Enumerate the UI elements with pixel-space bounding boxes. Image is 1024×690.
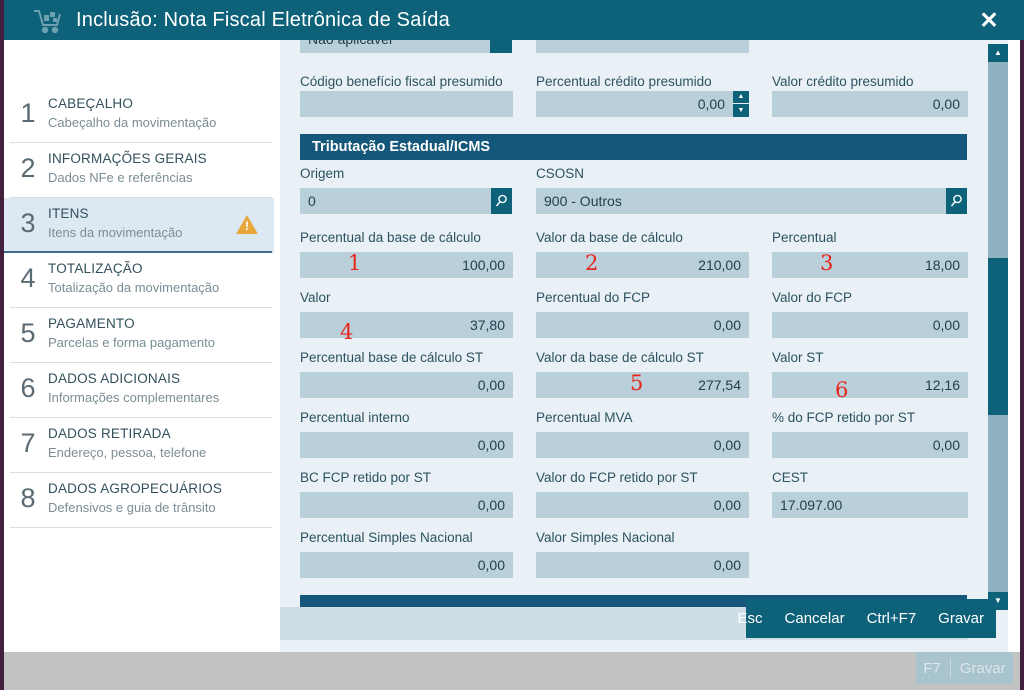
save-button[interactable]: Gravar <box>938 610 984 627</box>
percentual-credito-field[interactable]: 0,00 <box>536 91 733 117</box>
step-number: 1 <box>20 98 36 128</box>
percentual-simples-label: Percentual Simples Nacional <box>300 530 473 545</box>
valor-fcp-retido-field[interactable]: 0,00 <box>536 492 749 518</box>
annotation-2: 2 <box>585 251 599 275</box>
percentual-fcp-field[interactable]: 0,00 <box>536 312 749 338</box>
step-title: DADOS ADICIONAIS <box>48 371 181 386</box>
step-subtitle: Endereço, pessoa, telefone <box>48 445 207 460</box>
step-number: 2 <box>20 153 36 183</box>
annotation-1: 1 <box>348 251 362 275</box>
codigo-beneficio-field[interactable] <box>300 91 513 117</box>
valor-credito-label: Valor crédito presumido <box>772 74 914 89</box>
step-number: 5 <box>20 318 36 348</box>
step-subtitle: Dados NFe e referências <box>48 170 193 185</box>
csosn-search-icon[interactable] <box>946 188 967 214</box>
warning-icon: ! <box>236 215 258 234</box>
percentual-base-st-field[interactable]: 0,00 <box>300 372 513 398</box>
origem-label: Origem <box>300 166 345 181</box>
valor-label: Valor <box>300 290 331 305</box>
spinner-down-icon[interactable]: ▼ <box>733 104 749 117</box>
cancel-button[interactable]: Cancelar <box>784 610 845 627</box>
percentual-credito-label: Percentual crédito presumido <box>536 74 712 89</box>
percentual-base-st-label: Percentual base de cálculo ST <box>300 350 484 365</box>
step-title: PAGAMENTO <box>48 316 135 331</box>
bc-fcp-retido-field[interactable]: 0,00 <box>300 492 513 518</box>
percentual-fcp-label: Percentual do FCP <box>536 290 651 305</box>
step-subtitle: Defensivos e guia de trânsito <box>48 500 216 515</box>
valor-fcp-label: Valor do FCP <box>772 290 853 305</box>
step-number: 8 <box>20 483 36 513</box>
valor-credito-field[interactable]: 0,00 <box>772 91 968 117</box>
valor-base-st-label: Valor da base de cálculo ST <box>536 350 704 365</box>
valor-fcp-field[interactable]: 0,00 <box>772 312 968 338</box>
codigo-beneficio-label: Código benefício fiscal presumido <box>300 74 503 89</box>
save-shortcut[interactable]: Ctrl+F7 <box>866 610 917 627</box>
divider <box>950 658 951 678</box>
clipped-field-top-2[interactable] <box>536 40 749 53</box>
valor-base-calculo-label: Valor da base de cálculo <box>536 230 683 245</box>
percentual-base-calculo-label: Percentual da base de cálculo <box>300 230 481 245</box>
percentual-interno-field[interactable]: 0,00 <box>300 432 513 458</box>
valor-simples-field[interactable]: 0,00 <box>536 552 749 578</box>
valor-st-field[interactable]: 12,16 <box>772 372 968 398</box>
step-subtitle: Parcelas e forma pagamento <box>48 335 215 350</box>
cest-field[interactable]: 17.097.00 <box>772 492 968 518</box>
title-bar <box>0 0 1024 40</box>
statusbar-save-button-disabled <box>916 652 1013 684</box>
cancel-shortcut[interactable]: Esc <box>737 610 763 627</box>
step-title: INFORMAÇÕES GERAIS <box>48 151 207 166</box>
csosn-field[interactable]: 900 - Outros <box>536 188 946 214</box>
valor-field[interactable]: 37,80 <box>300 312 513 338</box>
step-number: 6 <box>20 373 36 403</box>
step-subtitle: Totalização da movimentação <box>48 280 220 295</box>
step-number: 7 <box>20 428 36 458</box>
step-title: TOTALIZAÇÃO <box>48 261 143 276</box>
statusbar-save-label: Gravar <box>959 659 1006 677</box>
step-subtitle: Cabeçalho da movimentação <box>48 115 217 130</box>
window-edge-right <box>1020 40 1024 690</box>
step-number: 3 <box>20 208 36 238</box>
window-title: Inclusão: Nota Fiscal Eletrônica de Saída <box>76 9 450 31</box>
step-title: DADOS AGROPECUÁRIOS <box>48 481 223 496</box>
origem-search-icon[interactable] <box>491 188 512 214</box>
valor-base-calculo-field[interactable]: 210,00 <box>536 252 749 278</box>
shopping-cart-icon <box>26 5 70 40</box>
clipped-search-button[interactable] <box>490 40 512 53</box>
valor-st-label: Valor ST <box>772 350 824 365</box>
valor-base-st-field[interactable]: 277,54 <box>536 372 749 398</box>
section-header-icms: Tributação Estadual/ICMS <box>300 134 967 160</box>
step-title: ITENS <box>48 206 89 221</box>
scrollbar-thumb[interactable] <box>988 258 1008 415</box>
annotation-4: 4 <box>340 320 354 344</box>
valor-simples-label: Valor Simples Nacional <box>536 530 675 545</box>
percentual-label: Percentual <box>772 230 837 245</box>
valor-fcp-retido-label: Valor do FCP retido por ST <box>536 470 698 485</box>
csosn-label: CSOSN <box>536 166 585 181</box>
percentual-interno-label: Percentual interno <box>300 410 410 425</box>
step-title: DADOS RETIRADA <box>48 426 171 441</box>
clipped-field-top[interactable] <box>300 40 490 53</box>
cest-label: CEST <box>772 470 809 485</box>
step-subtitle: Informações complementares <box>48 390 220 405</box>
annotation-6: 6 <box>835 378 849 402</box>
percentual-mva-label: Percentual MVA <box>536 410 633 425</box>
statusbar-save-shortcut: F7 <box>923 659 941 677</box>
spinner-up-icon[interactable]: ▲ <box>733 91 749 103</box>
footer-action-buttons <box>737 599 996 638</box>
percentual-credito-spinner <box>733 91 749 117</box>
percentual-simples-field[interactable]: 0,00 <box>300 552 513 578</box>
annotation-3: 3 <box>820 251 834 275</box>
fcp-retido-st-pct-field[interactable]: 0,00 <box>772 432 968 458</box>
fcp-retido-st-pct-label: % do FCP retido por ST <box>772 410 916 425</box>
step-subtitle: Itens da movimentação <box>48 225 183 240</box>
percentual-mva-field[interactable]: 0,00 <box>536 432 749 458</box>
origem-field[interactable]: 0 <box>300 188 491 214</box>
window-edge-left <box>0 0 4 690</box>
percentual-field[interactable]: 18,00 <box>772 252 968 278</box>
annotation-5: 5 <box>630 371 644 395</box>
percentual-base-calculo-field[interactable]: 100,00 <box>300 252 513 278</box>
bc-fcp-retido-label: BC FCP retido por ST <box>300 470 432 485</box>
step-title: CABEÇALHO <box>48 96 134 111</box>
scroll-up-icon[interactable]: ▲ <box>988 44 1008 62</box>
close-icon[interactable]: ✕ <box>979 7 999 33</box>
step-number: 4 <box>20 263 36 293</box>
scroll-down-icon[interactable]: ▼ <box>988 592 1008 610</box>
